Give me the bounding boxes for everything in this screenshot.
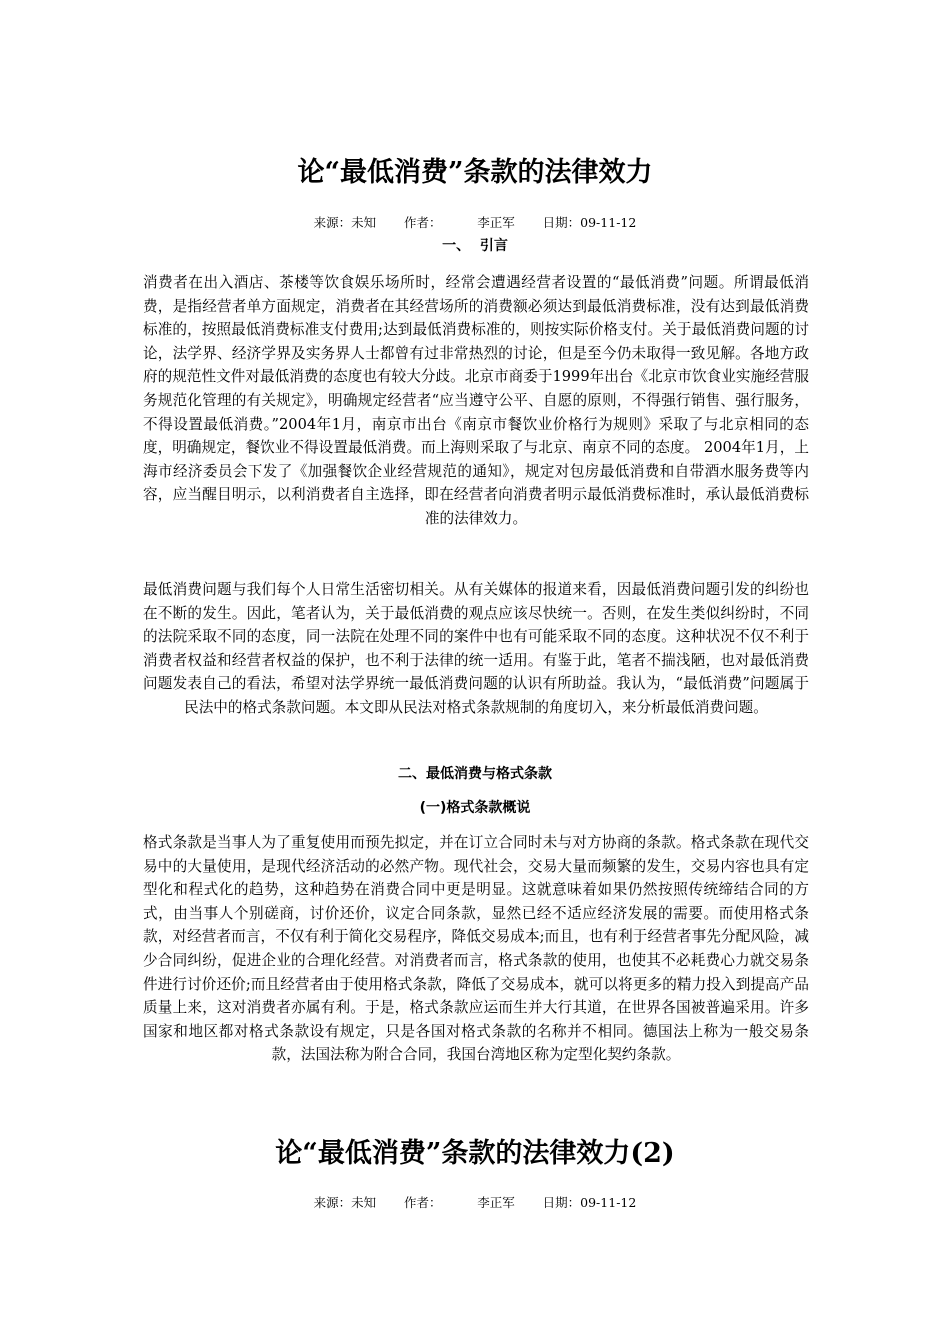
- author-label: 作者：: [404, 215, 442, 230]
- author-label: 作者：: [404, 1195, 442, 1210]
- paragraph-intro-2: 最低消费问题与我们每个人日常生活密切相关。从有关媒体的报道来看，因最低消费问题引发的纠纷也在不断的发生。因此，笔者认为，关于最低消费的观点应该尽快统一。否则，在发生类似纠纷时，不同的法院采取不同的态度，同一法院在处理不同的案件中也有可能采取不同的态度。这种状况不仅不利于消费者权益和经营者权益的保护，也不利于法律的统一适用。有鉴于此，笔者不揣浅陋，也对最低消费问题发表自己的看法，希望对法学界统一最低消费问题的认识有所助益。我认为，“最低消费”问题属于民法中的格式条款问题。本文即从民法对格式条款规制的角度切入，来分析最低消费问题。: [143, 581, 809, 716]
- date-label: 日期：: [542, 215, 581, 230]
- author-value: 李正军: [477, 215, 515, 230]
- author-value: 李正军: [477, 1195, 515, 1210]
- date-value: 09-11-12: [580, 1195, 637, 1210]
- article-meta: [0, 215, 950, 231]
- section-heading-intro: 一、 引言: [442, 238, 508, 254]
- date-value: 09-11-12: [580, 215, 637, 230]
- paragraph-format-clause: 格式条款是当事人为了重复使用而预先拟定，并在订立合同时未与对方协商的条款。格式条款在现代交易中的大量使用，是现代经济活动的必然产物。现代社会，交易大量而频繁的发生，交易内容也具有定型化和程式化的趋势，这种趋势在消费合同中更是明显。这就意味着如果仍然按照传统缔结合同的方式，由当事人个别磋商，讨价还价，议定合同条款，显然已经不适应经济发展的需要。而使用格式条款，对经营者而言，不仅有利于简化交易程序，降低交易成本;而且，也有利于经营者事先分配风险，减少合同纠纷，促进企业的合理化经营。对消费者而言，格式条款的使用，也使其不必耗费心力就交易条件进行讨价还价;而且经营者由于使用格式条款，降低了交易成本，就可以将更多的精力投入到提高产品质量上来，这对消费者亦属有利。于是，格式条款应运而生并大行其道，在世界各国被普遍采用。许多国家和地区都对格式条款设有规定，只是各国对格式条款的名称并不相同。德国法上称为一般交易条款，法国法称为附合合同，我国台湾地区称为定型化契约条款。: [143, 834, 809, 1064]
- paragraph-intro-1: 消费者在出入酒店、茶楼等饮食娱乐场所时，经常会遭遇经营者设置的“最低消费”问题。所谓最低消费，是指经营者单方面规定，消费者在其经营场所的消费额必须达到最低消费标准，没有达到最低消费标准的，按照最低消费标准支付费用;达到最低消费标准的，则按实际价格支付。关于最低消费问题的讨论，法学界、经济学界及实务界人士都曾有过非常热烈的讨论，但是至今仍未取得一致见解。各地方政府的规范性文件对最低消费的态度也有较大分歧。北京市商委于1999年出台《北京市饮食业实施经营服务规范化管理的有关规定》，明确规定经营者“应当遵守公平、自愿的原则，不得强行销售、强行服务，不得设置最低消费。”2004年1月，南京市出台《南京市餐饮业价格行为规则》采取了与北京相同的态度，明确规定，餐饮业不得设置最低消费。而上海则采取了与北京、南京不同的态度。 2004年1月，上海市经济委员会下发了《加强餐饮企业经营规范的通知》，规定对包房最低消费和自带酒水服务费等内容，应当醒目明示，以利消费者自主选择，即在经营者向消费者明示最低消费标准时，承认最低消费标准的法律效力。: [143, 274, 809, 527]
- source-value: 未知: [351, 215, 377, 230]
- section-heading-2: 二、最低消费与格式条款: [398, 766, 552, 782]
- subsection-heading: (一)格式条款概说: [419, 800, 531, 816]
- article-meta-2: [0, 1195, 950, 1211]
- article-title: 论“最低消费”条款的法律效力: [297, 157, 653, 188]
- date-label: 日期：: [542, 1195, 581, 1210]
- source-label: 来源：: [313, 1195, 352, 1210]
- article-title-2: 论“最低消费”条款的法律效力(2): [275, 1138, 675, 1169]
- source-value: 未知: [351, 1195, 377, 1210]
- source-label: 来源：: [313, 215, 352, 230]
